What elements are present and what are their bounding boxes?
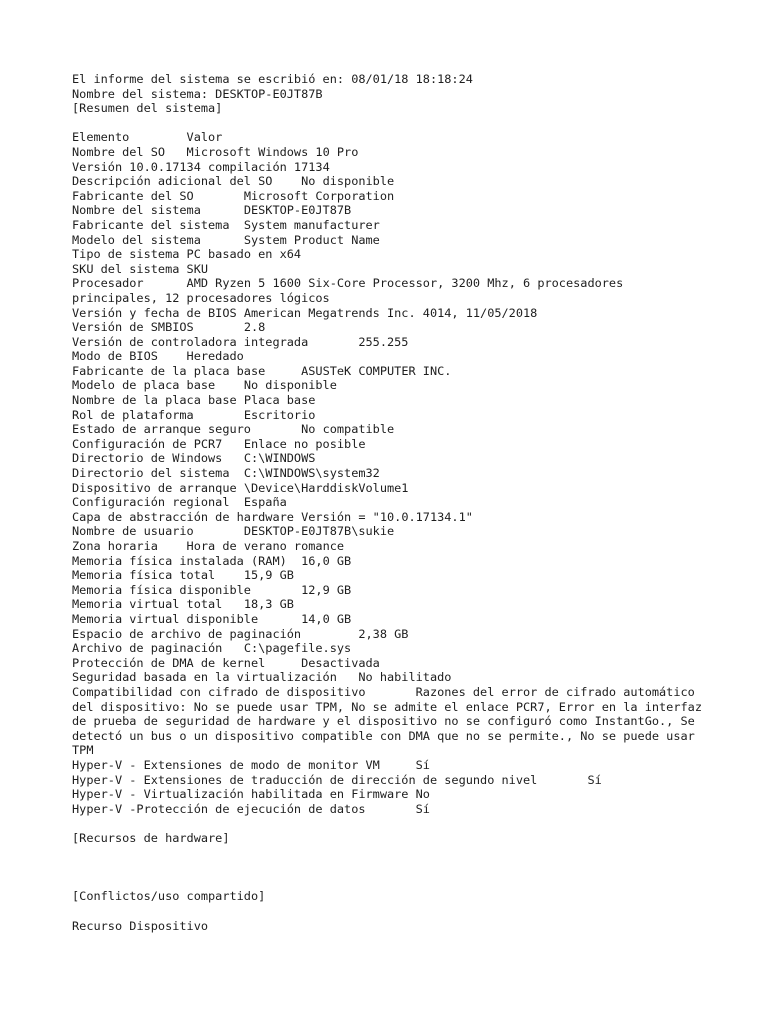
summary-row: Nombre del sistema DESKTOP-E0JT87B <box>72 203 352 218</box>
summary-row: Hyper-V - Virtualización habilitada en Firmware No <box>72 787 430 802</box>
summary-row: Memoria virtual disponible 14,0 GB <box>72 611 352 626</box>
summary-row: Configuración regional España <box>72 495 287 510</box>
report-system-name-line: Nombre del sistema: DESKTOP-E0JT87B <box>72 86 323 101</box>
summary-row: Fabricante del SO Microsoft Corporation <box>72 188 395 203</box>
summary-row: Modelo del sistema System Product Name <box>72 232 380 247</box>
summary-row: Fabricante del sistema System manufacturer <box>72 217 380 232</box>
summary-row: Memoria física disponible 12,9 GB <box>72 582 352 597</box>
summary-row: Compatibilidad con cifrado de dispositivo Razones del error de cifrado automático del dispositivo: No se puede usar TPM, No se admite el enlace PCR7, Error en la interfaz de prueba de seguridad de hardware y el dispositivo no se configuró como InstantGo., Se detectó un bus o un dispositivo compatible con DMA que no se permite., No se puede usar TPM <box>72 684 710 758</box>
summary-row: Memoria física total 15,9 GB <box>72 568 294 583</box>
summary-row: Protección de DMA de kernel Desactivada <box>72 655 380 670</box>
section-conflicts-heading: [Conflictos/uso compartido] <box>72 889 266 904</box>
summary-row: Hyper-V - Extensiones de traducción de dirección de segundo nivel Sí <box>72 772 602 787</box>
summary-row: Versión de controladora integrada 255.255 <box>72 334 409 349</box>
summary-row: Modelo de placa base No disponible <box>72 378 337 393</box>
summary-row: Nombre del SO Microsoft Windows 10 Pro <box>72 144 359 159</box>
section-summary-heading: [Resumen del sistema] <box>72 101 223 116</box>
summary-row: Directorio de Windows C:\WINDOWS <box>72 451 316 466</box>
blank-line <box>72 904 712 919</box>
summary-row: Espacio de archivo de paginación 2,38 GB <box>72 626 409 641</box>
summary-row: Directorio del sistema C:\WINDOWS\system32 <box>72 466 380 481</box>
summary-row: Procesador AMD Ryzen 5 1600 Six-Core Processor, 3200 Mhz, 6 procesadores principales, 12 procesadores lógicos <box>72 276 631 305</box>
resource-column-header: Recurso Dispositivo <box>72 918 209 933</box>
summary-row: Estado de arranque seguro No compatible <box>72 422 395 437</box>
summary-row: Fabricante de la placa base ASUSTeK COMPUTER INC. <box>72 363 452 378</box>
summary-row: Memoria virtual total 18,3 GB <box>72 597 294 612</box>
report-timestamp-line: El informe del sistema se escribió en: 08/01/18 18:18:24 <box>72 72 473 86</box>
summary-row: Hyper-V -Protección de ejecución de datos Sí <box>72 801 430 816</box>
summary-row: Hyper-V - Extensiones de modo de monitor VM Sí <box>72 757 430 772</box>
summary-row: Rol de plataforma Escritorio <box>72 407 316 422</box>
summary-row: Archivo de paginación C:\pagefile.sys <box>72 641 352 656</box>
summary-row: Capa de abstracción de hardware Versión = "10.0.17134.1" <box>72 509 473 524</box>
summary-row: Descripción adicional del SO No disponible <box>72 174 395 189</box>
summary-row: Dispositivo de arranque \Device\HarddiskVolume1 <box>72 480 409 495</box>
summary-row: Versión y fecha de BIOS American Megatrends Inc. 4014, 11/05/2018 <box>72 305 538 320</box>
blank-line <box>72 816 712 831</box>
section-hardware-heading: [Recursos de hardware] <box>72 830 230 845</box>
summary-row: Memoria física instalada (RAM) 16,0 GB <box>72 553 352 568</box>
summary-row: Nombre de usuario DESKTOP-E0JT87B\sukie <box>72 524 395 539</box>
blank-line <box>72 116 712 131</box>
blank-space <box>72 845 712 889</box>
summary-column-header: Elemento Valor <box>72 130 223 145</box>
summary-row: Configuración de PCR7 Enlace no posible <box>72 436 366 451</box>
summary-row: Zona horaria Hora de verano romance <box>72 539 345 553</box>
system-report-document <box>72 72 712 933</box>
summary-row: Seguridad basada en la virtualización No habilitado <box>72 670 452 685</box>
summary-row: Versión 10.0.17134 compilación 17134 <box>72 159 330 174</box>
summary-row: Nombre de la placa base Placa base <box>72 393 316 408</box>
summary-row: SKU del sistema SKU <box>72 261 209 276</box>
summary-rows <box>72 145 712 816</box>
summary-row: Tipo de sistema PC basado en x64 <box>72 247 302 262</box>
summary-row: Modo de BIOS Heredado <box>72 349 244 364</box>
summary-row: Versión de SMBIOS 2.8 <box>72 320 266 335</box>
